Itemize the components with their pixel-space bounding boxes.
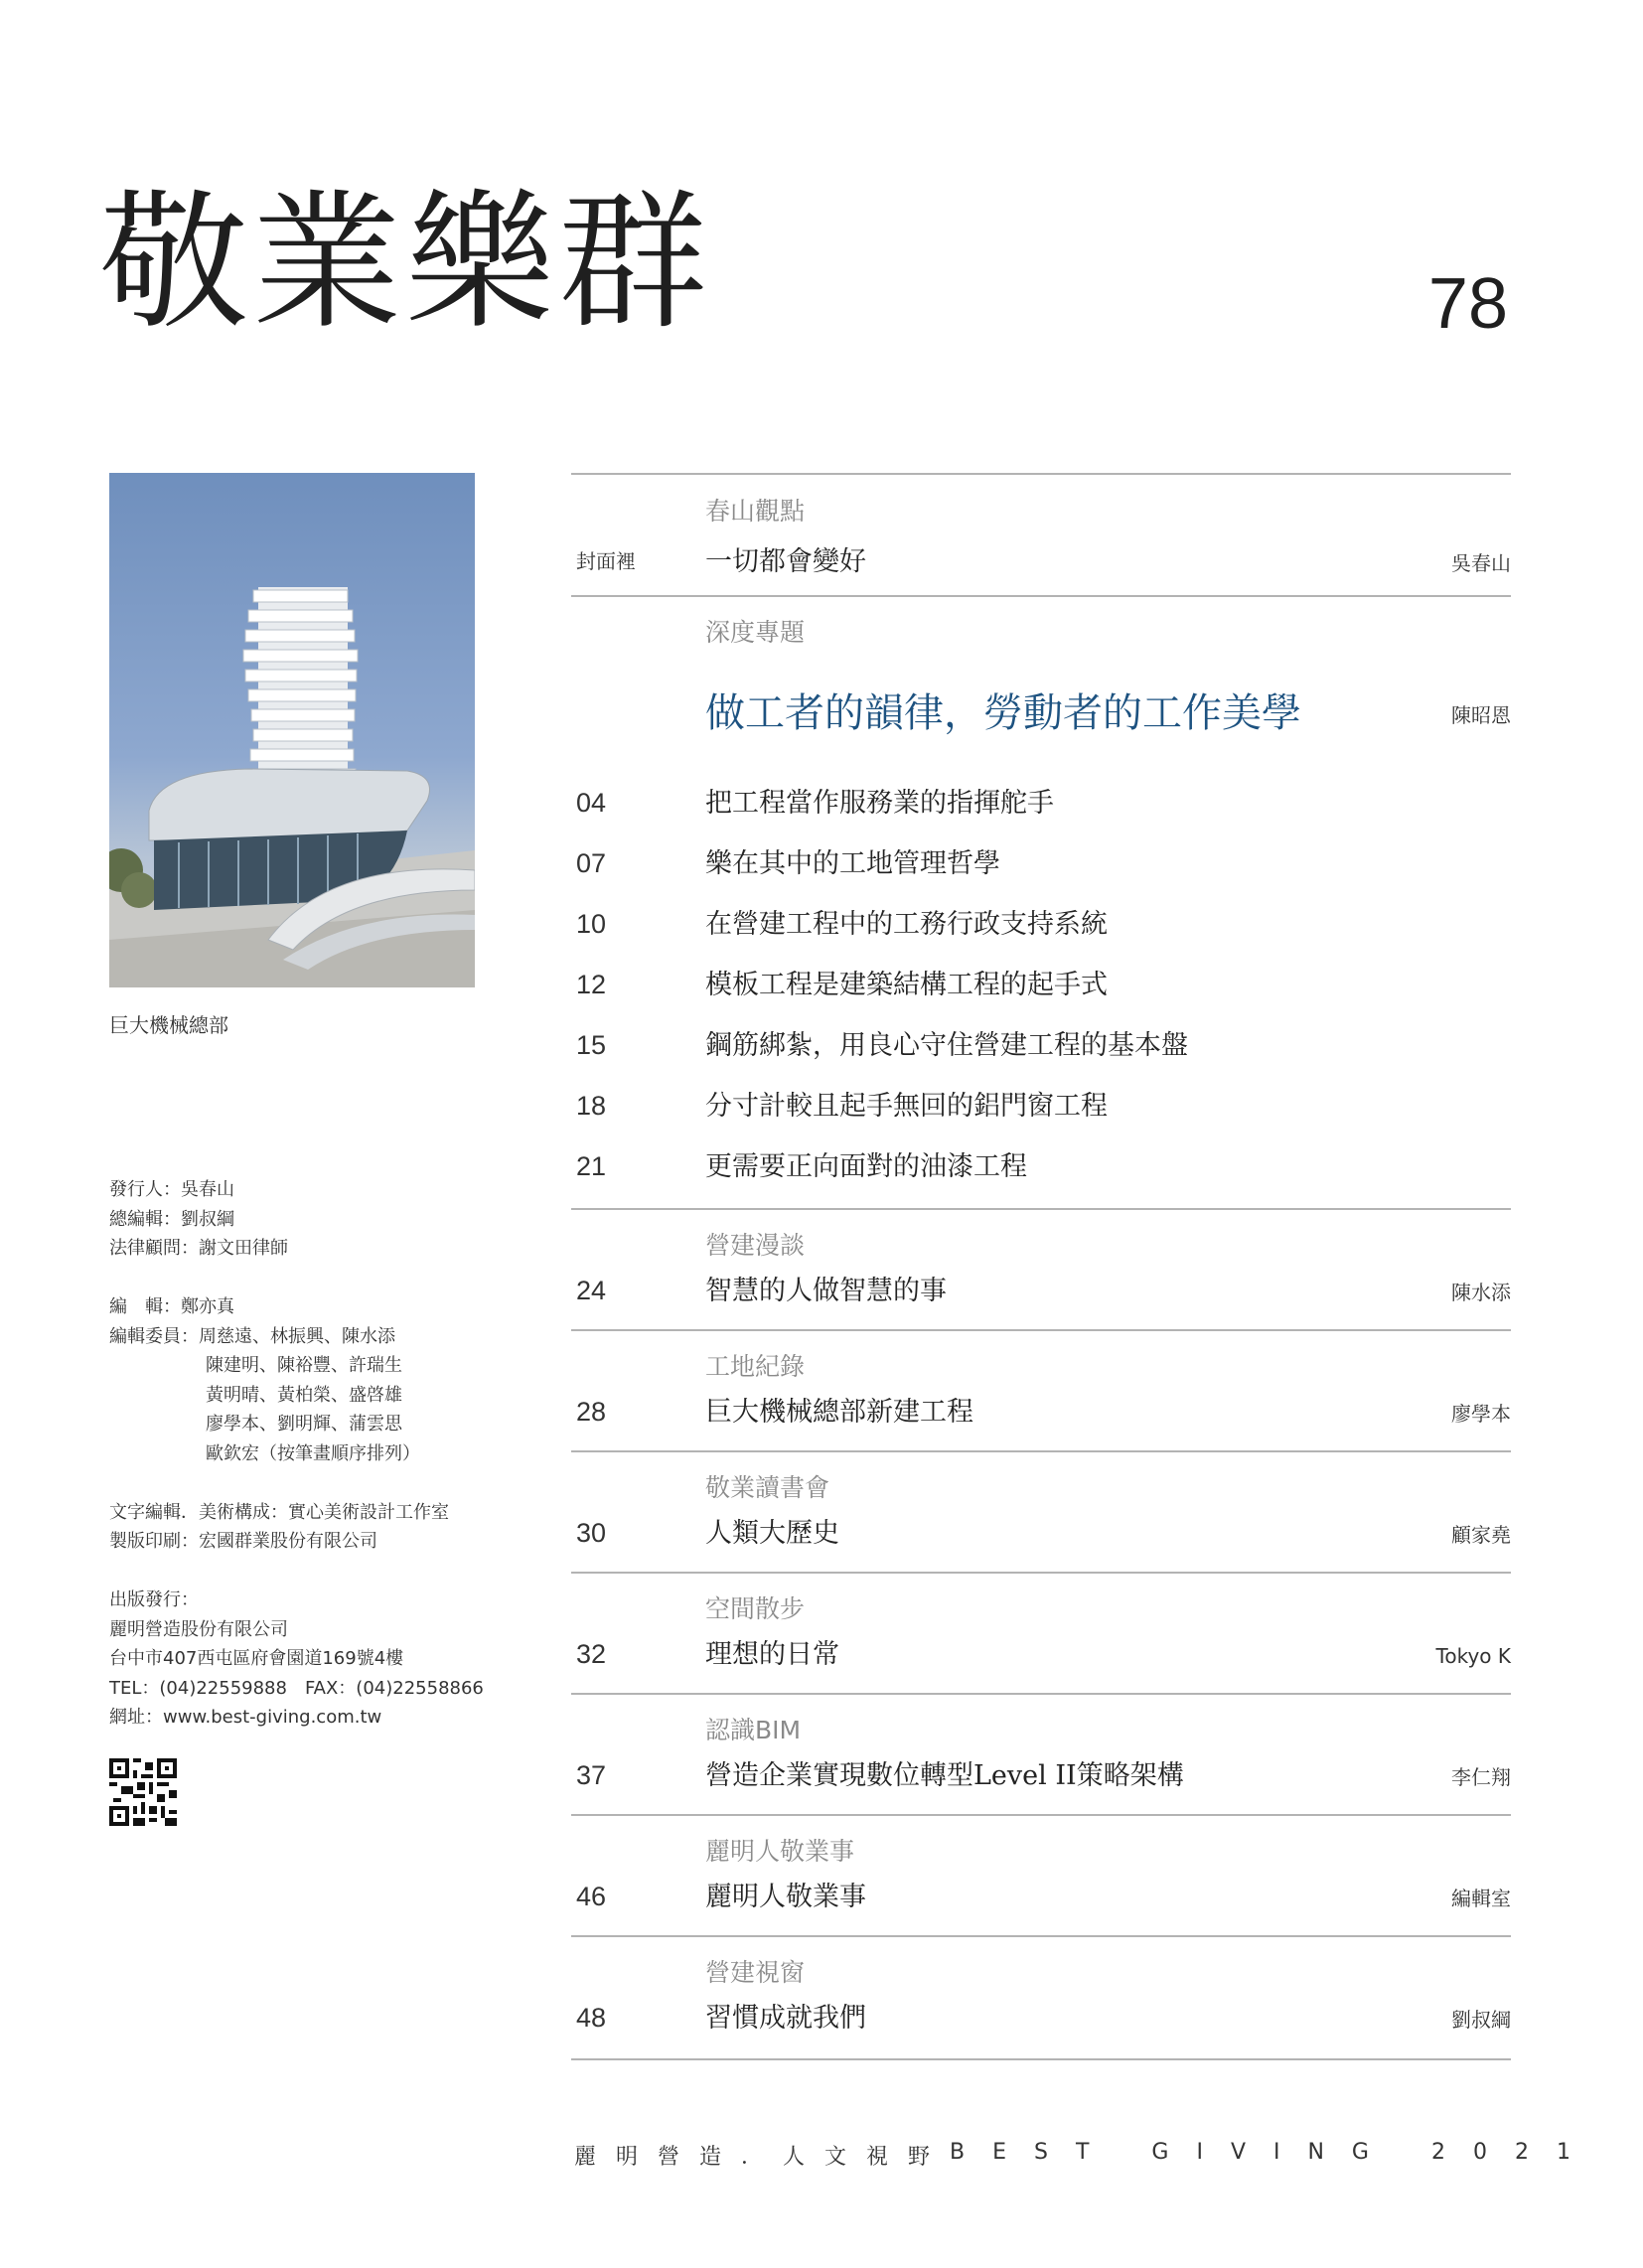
page-number: 10	[576, 909, 607, 939]
article-author: 廖學本	[1451, 1402, 1511, 1426]
credit-line: 總編輯：劉叔綱	[109, 1208, 234, 1230]
credit-line: 編 輯：鄭亦真	[109, 1296, 234, 1317]
credit-line: 黃明晴、黃柏榮、盛啓雄	[206, 1384, 402, 1406]
credit-line: 陳建明、陳裕豐、許瑞生	[206, 1355, 402, 1376]
article-title: 習慣成就我們	[705, 2003, 866, 2034]
issue-number: 78	[1427, 264, 1508, 344]
section-label: 空間散步	[705, 1594, 806, 1623]
article-author: 李仁翔	[1451, 1765, 1511, 1789]
credit-line: 麗明營造股份有限公司	[109, 1618, 288, 1640]
page-number: 30	[576, 1518, 607, 1548]
article-author: 陳昭恩	[1451, 703, 1511, 727]
credit-line: 歐欽宏（按筆畫順序排列）	[206, 1442, 420, 1464]
article-author: 吳春山	[1451, 551, 1511, 575]
article-title: 鋼筋綁紮，用良心守住營建工程的基本盤	[705, 1030, 1188, 1061]
footer-publisher: 麗明營造．人文視野	[574, 2145, 951, 2170]
credit-line: 編輯委員：周慈遠、林振興、陳水添	[109, 1325, 395, 1347]
article-title: 營造企業實現數位轉型Level II策略架構	[705, 1760, 1184, 1791]
page-number: 46	[576, 1882, 607, 1911]
article-author: Tokyo K	[1435, 1644, 1511, 1668]
footer-brand-year: BEST GIVING 2021	[950, 2140, 1598, 2165]
cover-caption: 巨大機械總部	[109, 1013, 228, 1037]
article-title: 在營建工程中的工務行政支持系統	[705, 909, 1108, 940]
page-number: 24	[576, 1276, 607, 1305]
article-author: 陳水添	[1451, 1281, 1511, 1304]
magazine-title: 敬業樂群	[99, 177, 712, 350]
article-title: 模板工程是建築結構工程的起手式	[705, 970, 1108, 1000]
credits-block	[109, 1175, 484, 1733]
cover-photo	[109, 473, 475, 987]
article-title: 把工程當作服務業的指揮舵手	[705, 788, 1054, 819]
article-title: 一切都會變好	[705, 546, 866, 577]
qr-code[interactable]	[109, 1758, 177, 1826]
page-number: 28	[576, 1397, 607, 1427]
page-number: 07	[576, 848, 607, 878]
article-title: 更需要正向面對的油漆工程	[705, 1151, 1027, 1182]
page-number: 封面裡	[576, 549, 636, 573]
section-label: 營建視窗	[705, 1958, 806, 1987]
article-title: 人類大歷史	[705, 1518, 839, 1549]
page-number: 12	[576, 970, 607, 999]
article-title: 巨大機械總部新建工程	[705, 1397, 973, 1428]
article-author: 編輯室	[1451, 1887, 1511, 1910]
page-footer	[574, 2140, 1598, 2171]
building-illustration	[109, 473, 475, 987]
section-label: 深度專題	[705, 618, 806, 647]
page-number: 18	[576, 1091, 607, 1121]
page-number: 15	[576, 1030, 607, 1060]
credit-line: 廖學本、劉明輝、蒲雲思	[206, 1414, 402, 1435]
page-number: 32	[576, 1639, 607, 1669]
credit-line: 文字編輯．美術構成：實心美術設計工作室	[109, 1501, 449, 1523]
article-author: 顧家堯	[1451, 1523, 1511, 1547]
page-number: 21	[576, 1151, 607, 1181]
article-title: 麗明人敬業事	[705, 1882, 866, 1912]
page-number: 48	[576, 2003, 607, 2033]
article-author: 劉叔綱	[1451, 2008, 1511, 2032]
article-title: 樂在其中的工地管理哲學	[705, 848, 1000, 879]
section-label: 認識BIM	[705, 1716, 802, 1744]
feature-title: 做工者的韻律，勞動者的工作美學	[705, 690, 1301, 736]
credit-line: 法律顧問：謝文田律師	[109, 1238, 288, 1259]
credit-line: TEL：(04)22559888 FAX：(04)22558866	[109, 1677, 484, 1699]
page-number: 37	[576, 1760, 607, 1790]
credit-line: 台中市407西屯區府會園道169號4樓	[109, 1648, 404, 1669]
credit-line: 發行人：吳春山	[109, 1179, 234, 1200]
credit-line: 製版印刷：宏國群業股份有限公司	[109, 1531, 377, 1552]
credit-line: 出版發行：	[109, 1589, 199, 1610]
article-title: 智慧的人做智慧的事	[705, 1276, 947, 1306]
section-label: 春山觀點	[705, 497, 806, 526]
article-title: 分寸計較且起手無回的鋁門窗工程	[705, 1091, 1108, 1122]
section-label: 麗明人敬業事	[705, 1837, 855, 1866]
section-label: 敬業讀書會	[705, 1473, 830, 1502]
website-link[interactable]: 網址：www.best-giving.com.tw	[109, 1707, 382, 1728]
article-title: 理想的日常	[705, 1639, 839, 1670]
section-label: 營建漫談	[705, 1231, 806, 1260]
page-number: 04	[576, 788, 607, 818]
section-label: 工地紀錄	[705, 1352, 806, 1381]
